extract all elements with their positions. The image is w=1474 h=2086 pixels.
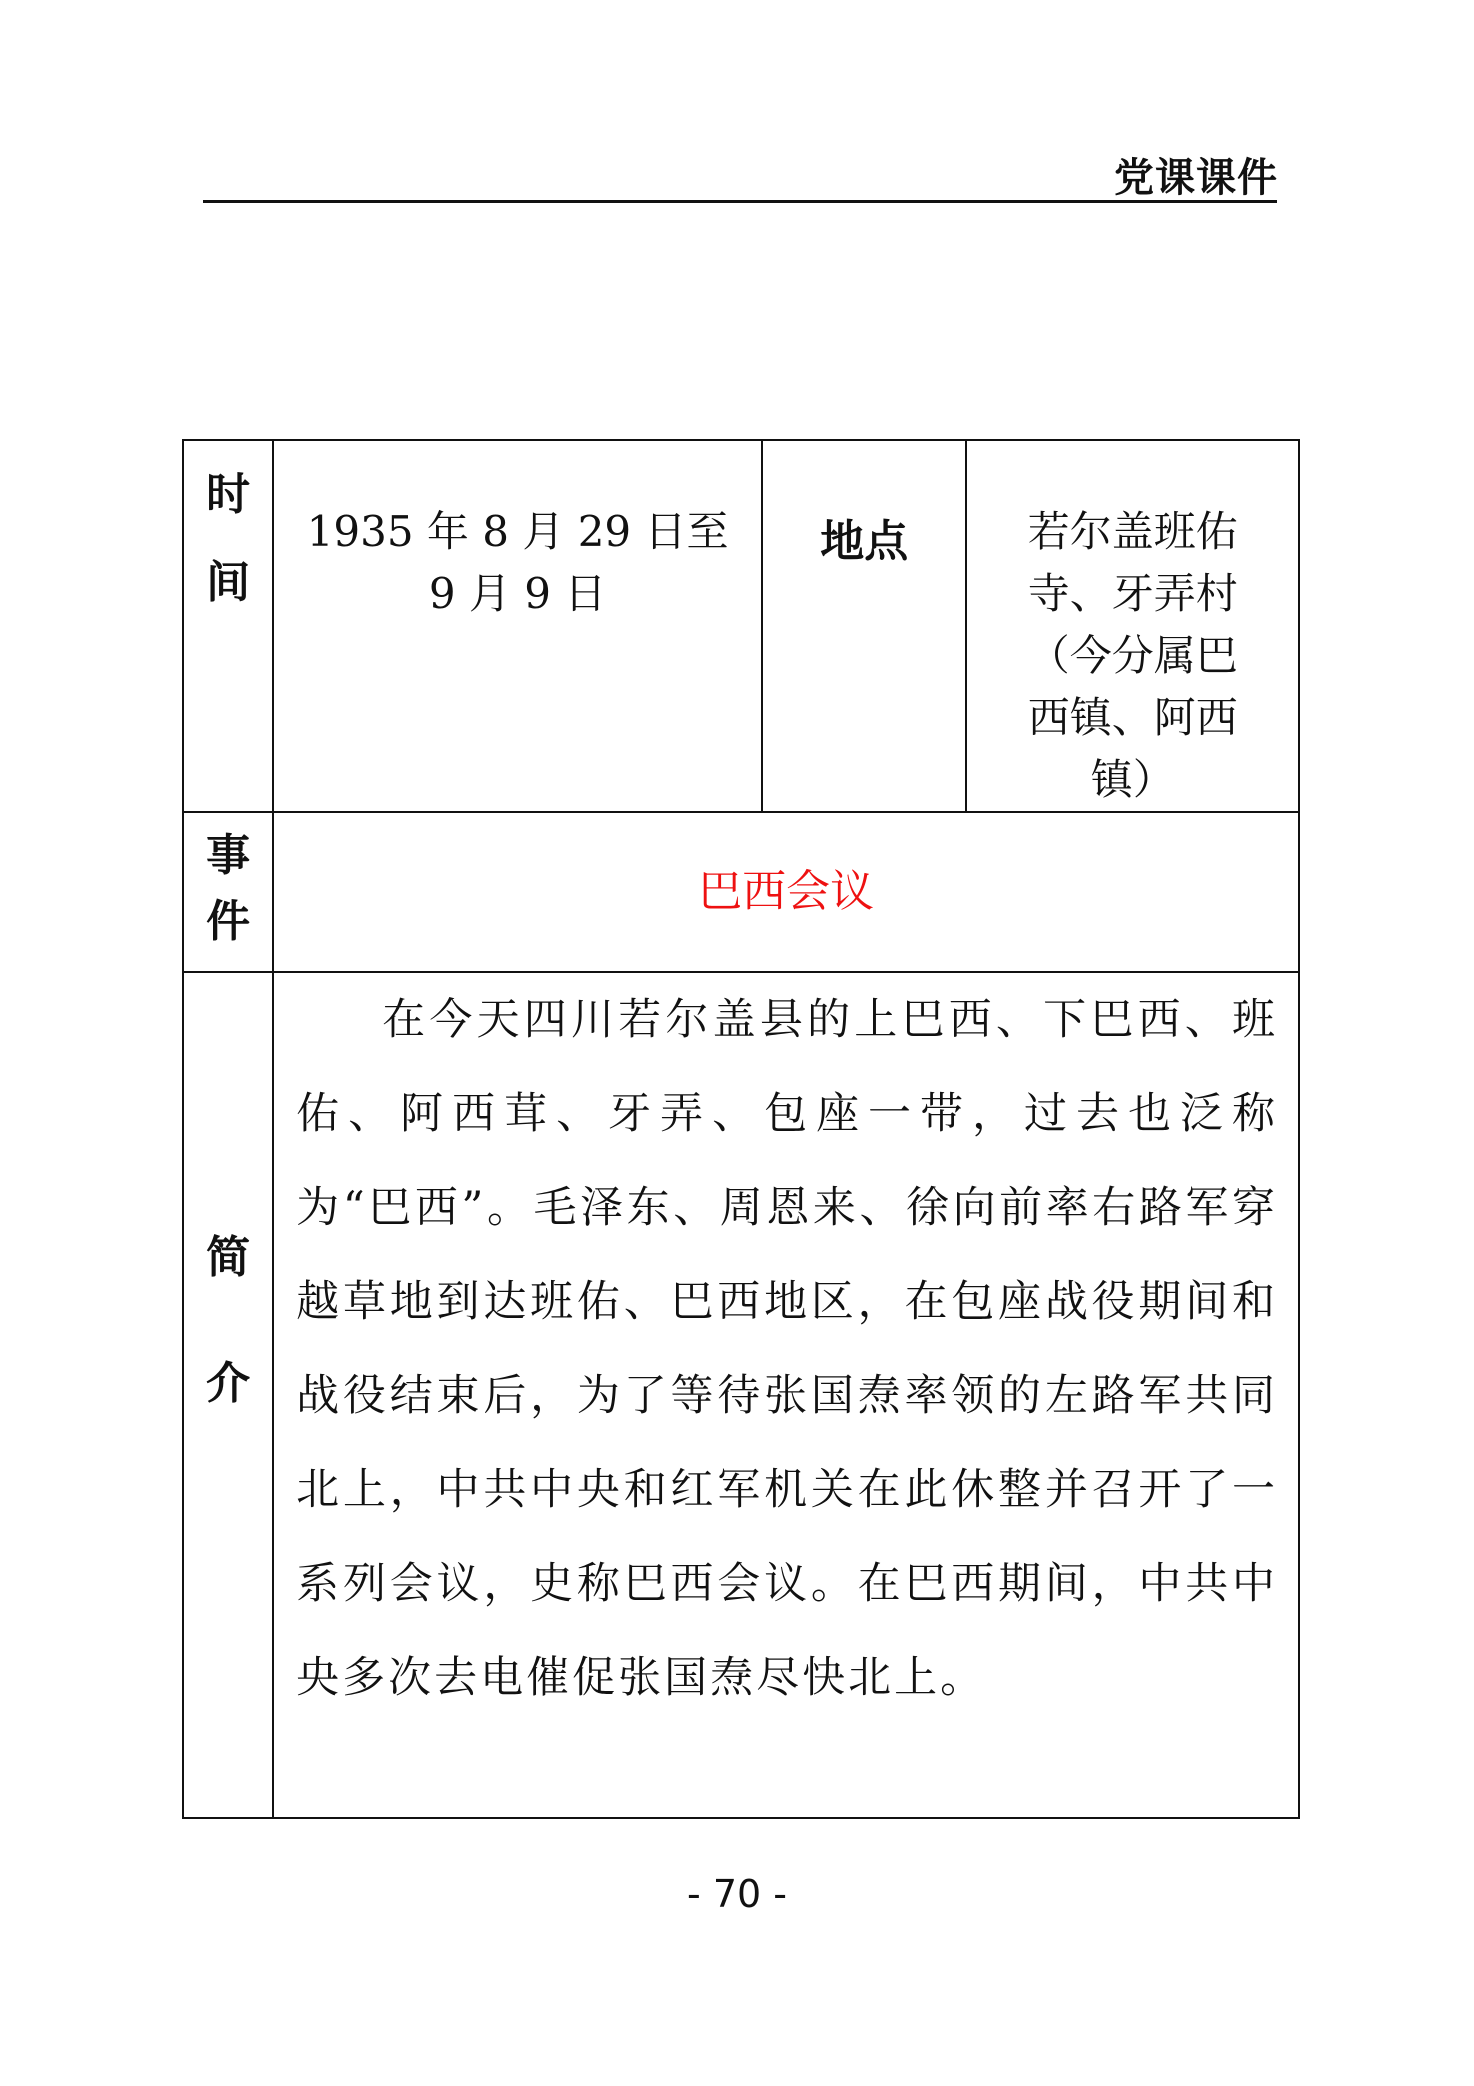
page-number: - 70 - xyxy=(687,1872,787,1916)
location-value: 若尔盖班佑寺、牙弄村（今分属巴西镇、阿西镇） xyxy=(1027,507,1238,804)
summary-text: 在今天四川若尔盖县的上巴西、下巴西、班佑、阿西茸、牙弄、包座一带，过去也泛称为“巴西”。毛泽东、周恩来、徐向前率右路军穿越草地到达班佑、巴西地区，在包座战役期间和战役结束后，为了等待张国焘率领的左路军共同北上，中共中央和红军机关在此休整并召开了一系列会议，史称巴西会议。在巴西期间，中共中央多次去电催促张国焘尽快北上。 xyxy=(296,995,1278,1703)
summary-label-text: 简介 xyxy=(206,1232,251,1409)
event-value-cell xyxy=(273,812,1299,972)
header-rule xyxy=(203,200,1277,203)
event-row xyxy=(183,812,1299,972)
time-label-cell xyxy=(183,440,273,812)
header-title: 党课课件 xyxy=(1114,155,1278,201)
time-value-cell xyxy=(273,440,762,812)
time-label-text: 时间 xyxy=(206,469,251,608)
location-value-cell xyxy=(966,440,1299,812)
summary-value-cell xyxy=(273,972,1299,1818)
location-label: 地点 xyxy=(820,516,909,567)
event-label-text: 事件 xyxy=(206,830,251,947)
summary-label-cell xyxy=(183,972,273,1818)
event-label-cell xyxy=(183,812,273,972)
summary-row xyxy=(183,972,1299,1818)
time-label xyxy=(184,441,272,627)
event-label xyxy=(184,813,272,955)
location-label-cell xyxy=(762,440,966,812)
time-location-row xyxy=(183,440,1299,812)
summary-label xyxy=(184,973,272,1447)
time-value: 1935 年 8 月 29 日至 9 月 9 日 xyxy=(306,507,729,618)
record-table xyxy=(182,439,1300,1819)
event-title: 巴西会议 xyxy=(698,866,875,917)
